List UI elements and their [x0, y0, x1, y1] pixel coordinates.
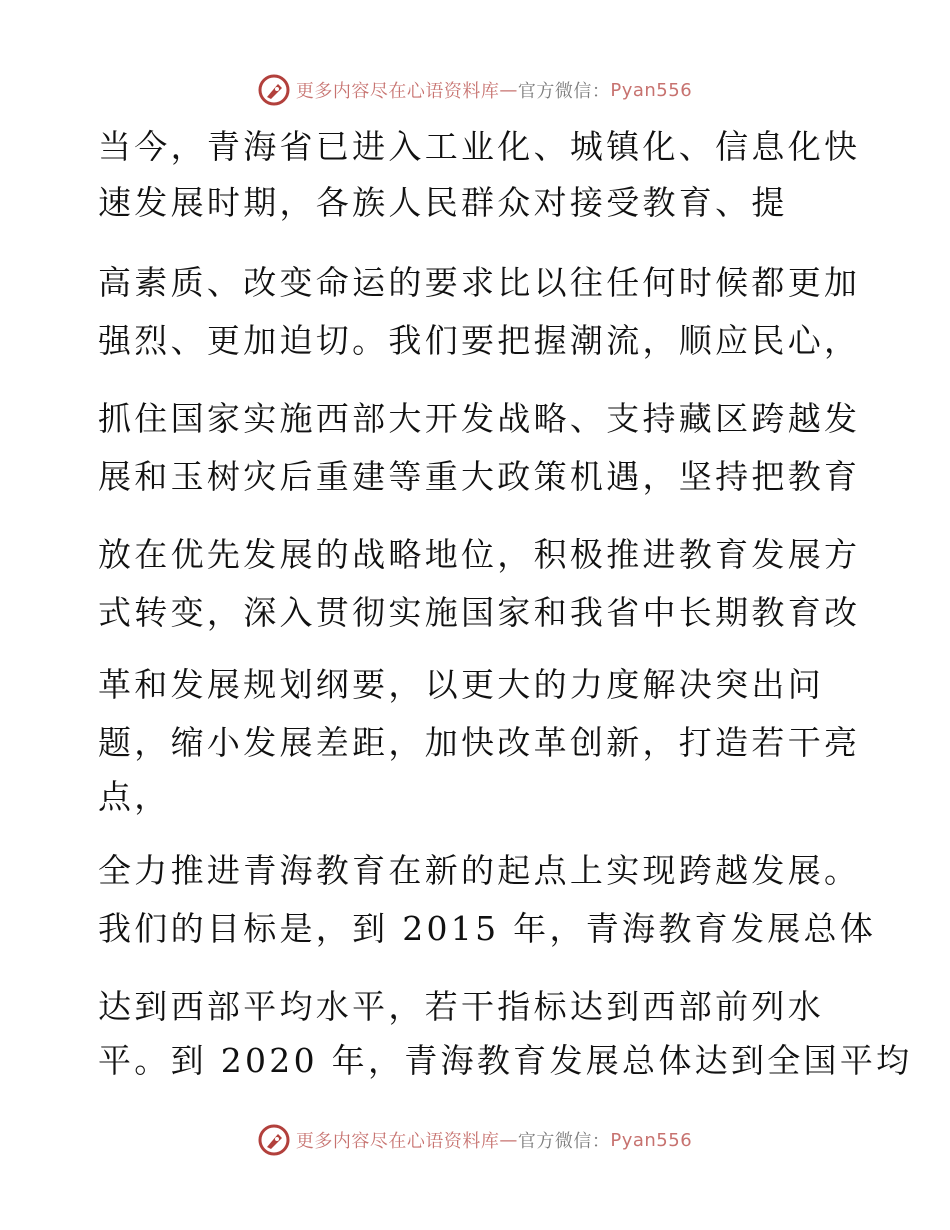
watermark-account: Pyan556 — [610, 1129, 693, 1151]
pen-nib-logo-icon — [258, 74, 290, 106]
text-line: 抓住国家实施西部大开发战略、支持藏区跨越发 — [98, 399, 861, 438]
text-line: 题，缩小发展差距，加快改革创新，打造若干亮 — [98, 723, 861, 762]
watermark-brand: 更多内容尽在心语资料库 — [295, 81, 500, 102]
watermark-label: 官方微信： — [517, 81, 611, 102]
watermark-label: 官方微信： — [517, 1131, 611, 1152]
text-line: 革和发展规划纲要，以更大的力度解决突出问 — [98, 665, 824, 704]
text-line: 速发展时期，各族人民群众对接受教育、提 — [98, 183, 788, 222]
watermark-separator: — — [499, 1129, 518, 1151]
watermark-account: Pyan556 — [610, 79, 693, 101]
text-line: 当今，青海省已进入工业化、城镇化、信息化快 — [98, 127, 861, 166]
text-line: 强烈、更加迫切。我们要把握潮流，顺应民心， — [98, 321, 861, 360]
text-line: 平。到 2020 年，青海教育发展总体达到全国平均 — [98, 1041, 913, 1080]
text-line: 高素质、改变命运的要求比以往任何时候都更加 — [98, 263, 861, 302]
header-watermark — [0, 72, 950, 108]
text-line: 点， — [98, 777, 171, 816]
watermark-brand: 更多内容尽在心语资料库 — [295, 1131, 500, 1152]
footer-watermark — [0, 1122, 950, 1158]
text-line: 我们的目标是，到 2015 年，青海教育发展总体 — [98, 909, 877, 948]
text-line: 展和玉树灾后重建等重大政策机遇，坚持把教育 — [98, 457, 861, 496]
text-line: 达到西部平均水平，若干指标达到西部前列水 — [98, 987, 824, 1026]
text-line: 放在优先发展的战略地位，积极推进教育发展方 — [98, 535, 861, 574]
text-line: 全力推进青海教育在新的起点上实现跨越发展。 — [98, 851, 861, 890]
pen-nib-logo-icon — [258, 1124, 290, 1156]
text-line: 式转变，深入贯彻实施国家和我省中长期教育改 — [98, 593, 861, 632]
watermark-separator: — — [499, 79, 518, 101]
